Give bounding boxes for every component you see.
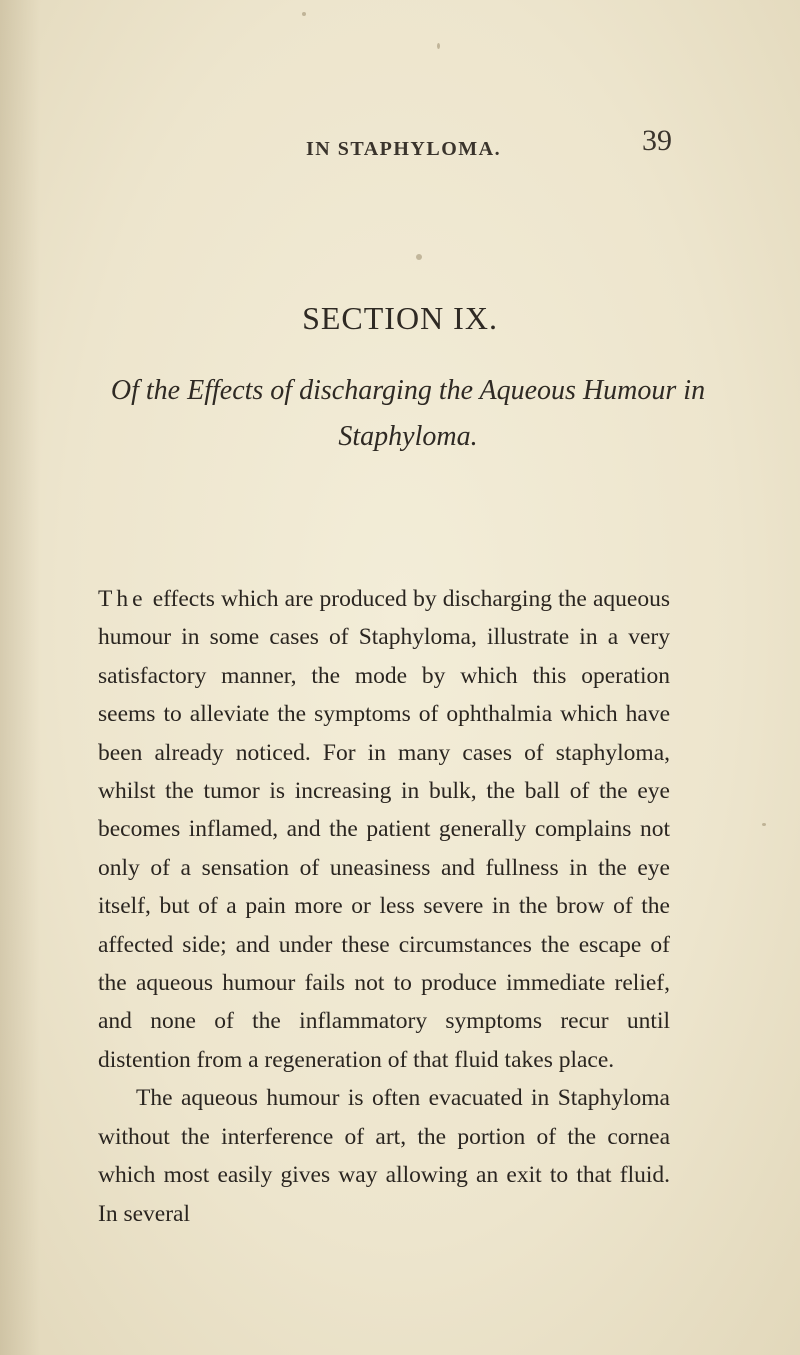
paper-speck [416, 254, 422, 260]
paragraph-1 [98, 580, 670, 1079]
paragraph-2: The aqueous humour is often evacuated in Staphyloma without the interference of art, the portion of the cornea which most easily gives way allowing an exit to that fluid. In several [98, 1085, 670, 1227]
section-title: SECTION IX. [302, 300, 498, 336]
page-number: 39 [642, 124, 672, 157]
running-head: IN STAPHYLOMA. [306, 138, 502, 160]
section-subtitle: Of the Effects of discharging the Aqueous Humour in Staphyloma. [110, 375, 706, 452]
paper-speck [762, 823, 766, 826]
page-gutter-shadow [0, 0, 40, 1355]
body-text [98, 580, 670, 1233]
paper-speck [437, 43, 440, 49]
paper-speck [302, 12, 306, 16]
paragraph-lead-word: The [98, 586, 147, 612]
paragraph-1-text: effects which are produced by discharging the aqueous humour in some cases of Staphyloma, illustrate in a very satisfactory manner, the mode by which this operation seems to alleviate the symptoms of ophthalmia which have been already noticed. For in many cases of staphyloma, whilst the tumor is increasing in bulk, the ball of the eye becomes inflamed, and the patient generally complains not only of a sensation of uneasiness and fullness in the eye itself, but of a pain more or less severe in the brow of the affected side; and under these circumstances the escape of the aqueous humour fails not to produce immediate relief, and none of the inflammatory symptoms recur until distention from a regeneration of that fluid takes place. [98, 586, 670, 1073]
